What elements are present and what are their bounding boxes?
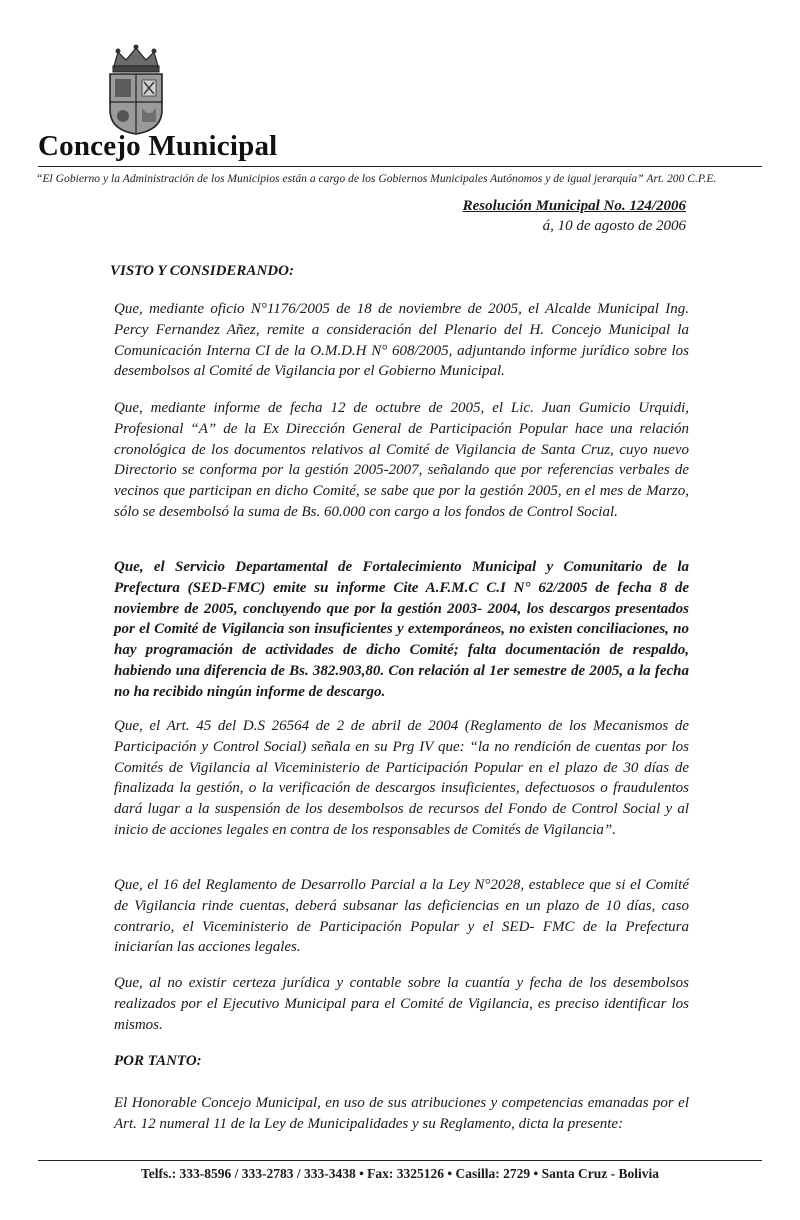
header-divider (38, 166, 762, 167)
paragraph-dicta: El Honorable Concejo Municipal, en uso de sus atribuciones y competencias emanadas por el Art. 12 numeral 11 de la Ley de Municipalidades y su Reglamento, dicta la presente: (114, 1095, 689, 1132)
paragraph-sed-fmc: Que, el Servicio Departamental de Fortalecimiento Municipal y Comunitario de la Prefectura (SED-FMC) emite su informe Cite A.F.M.C C.I N° 62/2005 de fecha 8 de noviembre de 2005, concluyendo que por la gestión 2003- 2004, los descargos presentados por el Comité de Vigilancia son insuficientes y extemporáneos, no existen conciliaciones, no hay programación de actividades de dicho Comité; falta documentación de respaldo, habiendo una diferencia de Bs. 382.903,80. Con relación al 1er semestre de 2005, a la fecha no ha recibido ningún informe de descargo. (114, 559, 689, 700)
paragraph-certeza: Que, al no existir certeza jurídica y contable sobre la cuantía y fecha de los desembolsos realizados por el Ejecutivo Municipal para el Comité de Vigilancia, es preciso identificar los mismos. (114, 975, 689, 1033)
paragraph-informe: Que, mediante informe de fecha 12 de octubre de 2005, el Lic. Juan Gumicio Urquidi, Profesional “A” de la Ex Dirección General de Participación Popular hace una relación cronológica de los documentos relativos al Comité de Vigilancia de Santa Cruz, cuyo nuevo Directorio se conforma por la gestión 2005-2007, señalando que por referencias verbales de vecinos que participan en dicho Comité, se sabe que por la gestión 2005, en el mes de Marzo, sólo se desembolsó la suma de Bs. 60.000 con cargo a los fondos de Control Social. (114, 400, 689, 520)
paragraph-art-45: Que, el Art. 45 del D.S 26564 de 2 de abril de 2004 (Reglamento de los Mecanismos de Participación y Control Social) señala en su Prg IV que: “la no rendición de cuentas por los Comités de Vigilancia al Viceministerio de Participación Popular en el plazo de 30 días de finalizada la gestión, o la verificación de descargos insuficientes, defectuosos o fraudulentos dará lugar a la suspensión de los desembolsos de recursos del Fondo de Control Social y al inicio de acciones legales en contra de los responsables de Comités de Vigilancia”. (114, 718, 689, 838)
footer-divider (38, 1160, 762, 1161)
coat-of-arms-emblem (100, 44, 172, 136)
section-heading-visto: VISTO Y CONSIDERANDO: (110, 263, 294, 279)
header-motto: “El Gobierno y la Administración de los Municipios están a cargo de los Gobiernos Municipales Autónomos y de igual jerarquía” Art. 200 C.P.E. (36, 172, 717, 185)
paragraph-reglamento: Que, el 16 del Reglamento de Desarrollo Parcial a la Ley N°2028, establece que si el Comité de Vigilancia rinde cuentas, deberá subsanar las deficiencias en un plazo de 10 días, caso contrario, el Viceministerio de Participación Popular y el SED- FMC de la Prefectura iniciarían las acciones legales. (114, 877, 689, 956)
resolution-date: á, 10 de agosto de 2006 (542, 218, 686, 234)
section-heading-por-tanto: POR TANTO: (114, 1053, 202, 1069)
footer-contact: Telfs.: 333-8596 / 333-2783 / 333-3438 • Fax: 3325126 • Casilla: 2729 • Santa Cruz - Bolivia (140, 1166, 660, 1181)
resolution-title: Resolución Municipal No. 124/2006 (462, 198, 686, 214)
organization-name: Concejo Municipal (38, 130, 278, 162)
paragraph-oficio: Que, mediante oficio N°1176/2005 de 18 de noviembre de 2005, el Alcalde Municipal Ing. Percy Fernandez Añez, remite a consideración del Plenario del H. Concejo Municipal la Comunicación Interna CI de la O.M.D.H N° 608/2005, adjuntando informe jurídico sobre los desembolsos al Comité de Vigilancia por el Gobierno Municipal. (114, 301, 689, 380)
